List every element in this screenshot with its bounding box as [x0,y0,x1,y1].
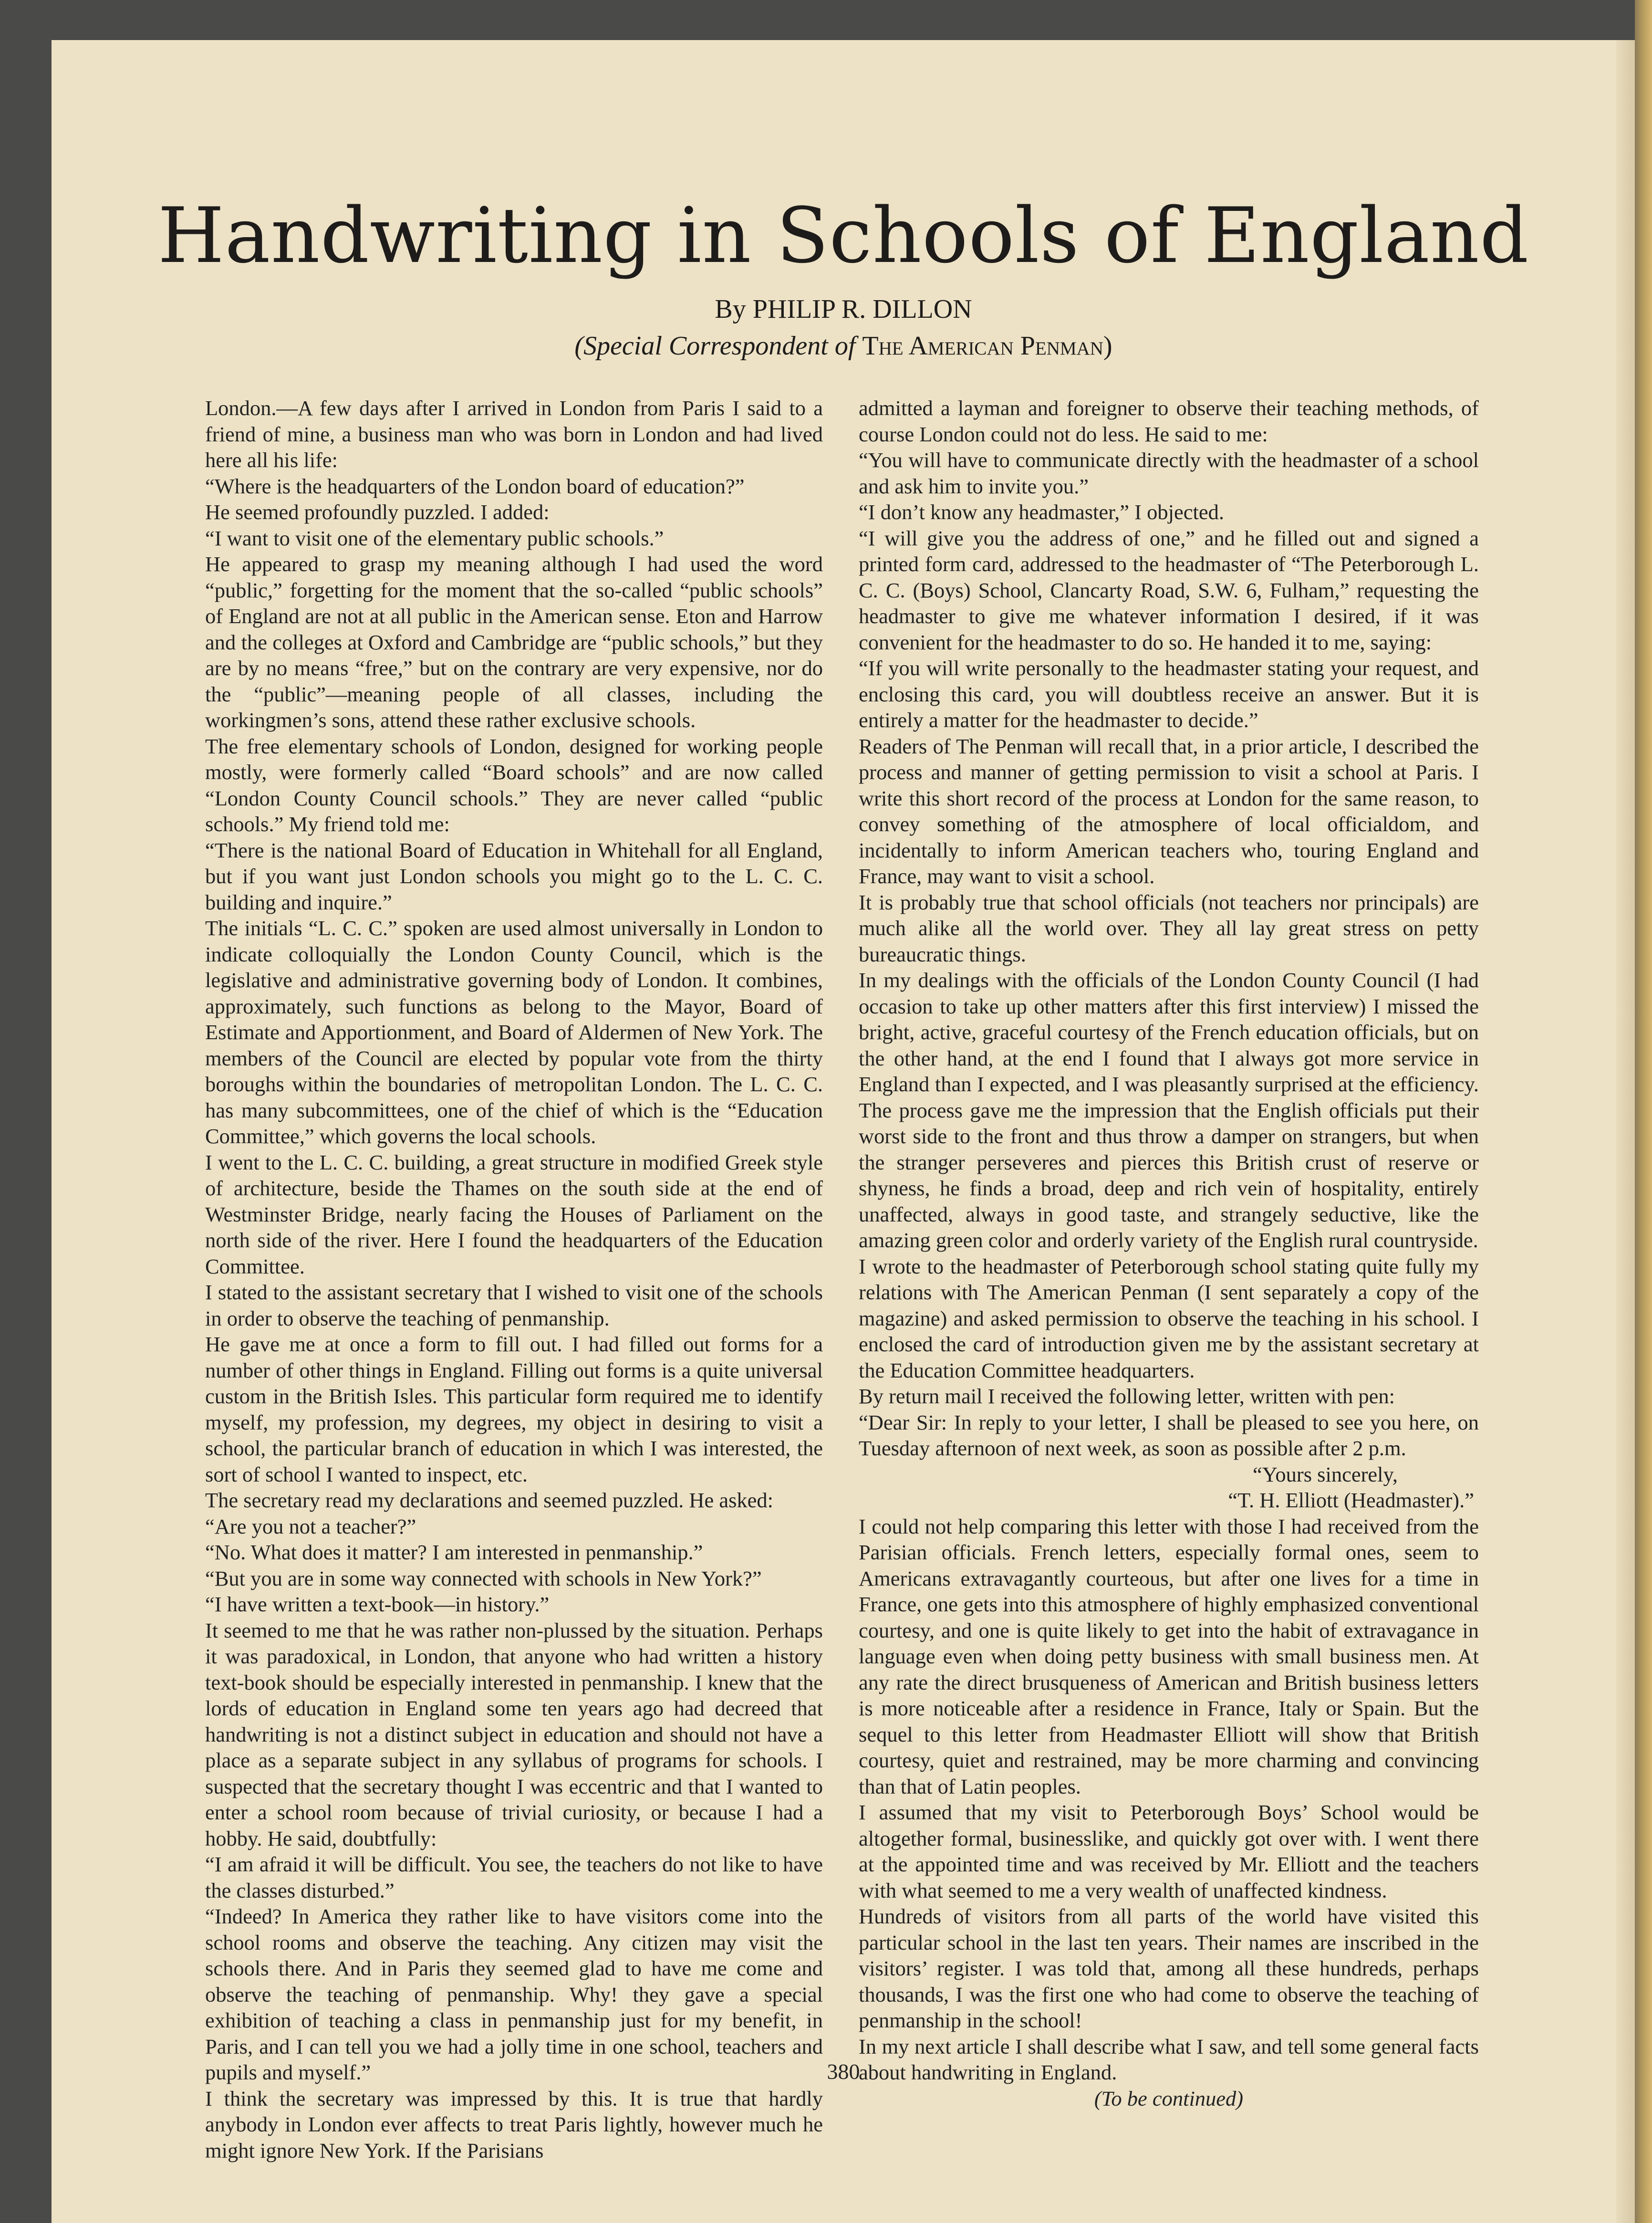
paragraph: He gave me at once a form to fill out. I had filled out forms for a number of other things in England. Filling out forms is a quite universal custom in the British Isles. This particular form required me to identify myself, my profession, my degrees, my object in desiring to visit a school, the particular branch of education in which I was interested, the sort of school I wanted to inspect, etc. [205,1332,823,1486]
paragraph: I could not help comparing this letter with those I had received from the Parisian officials. French letters, especially formal ones, seem to Americans extravagantly courteous, but after one lives for a time in France, one gets into this atmosphere of highly emphasized conventional courtesy, and one is quite likely to get into the habit of extravagance in language even when doing petty business with small business men. At any rate the direct brusqueness of American and British business letters is more noticeable after a residence in France, Italy or Spain. But the sequel to this letter from Headmaster Elliott will show that British courtesy, quiet and restrained, may be more charming and convincing than that of Latin peoples. [859,1514,1479,1798]
right-column [859,395,1479,2110]
paragraph: He appeared to grasp my meaning although I had used the word “public,” forgetting for the moment that the so-called “public schools” of England are not at all public in the American sense. Eton and Harrow and the colleges at Oxford and Cambridge are “public schools,” but they are by no means “free,” but on the contrary are very expensive, nor do the “public”—meaning people of all classes, including the workingmen’s sons, attend these rather exclusive schools. [205,552,823,732]
article-subline [52,331,1635,361]
paragraph: “I will give you the address of one,” and he filled out and signed a printed form card, addressed to the headmaster of “The Peterborough L. C. C. (Boys) School, Clancarty Road, S.W. 6, Fulham,” requesting the headmaster to give me whatever information I desired, if it was convenient for the headmaster to do so. He handed it to me, saying: [859,526,1479,654]
letter-signature: “T. H. Elliott (Headmaster).” [1228,1488,1474,1512]
paragraph: “Indeed? In America they rather like to have visitors come into the school rooms and observe the teaching. Any citizen may visit the schools there. And in Paris they seemed glad to have me come and observe the teaching of penmanship. Why! they gave a special exhibition of teaching a class in penmanship just for my benefit, in Paris, and I can tell you we had a jolly time in one school, teachers and pupils and myself.” [205,1904,823,2084]
paragraph: The secretary read my declarations and seemed puzzled. He asked: [205,1488,774,1512]
subline-prefix: (Special Correspondent of [574,331,856,361]
paragraph: The free elementary schools of London, designed for working people mostly, were formerly called “Board schools” and are now called “London County Council schools.” They are never called “public schools.” My friend told me: [205,734,823,836]
paragraph: London.—A few days after I arrived in London from Paris I said to a friend of mine, a business man who was born in London and had lived here all his life: [205,396,823,472]
letter-body: “Dear Sir: In reply to your letter, I shall be pleased to see you here, on Tuesday afternoon of next week, as soon as possible after 2 p.m. [859,1410,1479,1460]
paragraph: I wrote to the headmaster of Peterborough school stating quite fully my relations with The American Penman (I sent separately a copy of the magazine) and asked permission to observe the teaching in his school. I enclosed the card of introduction given me by the assistant secretary at the Education Committee headquarters. [859,1254,1479,1382]
paragraph: In my next article I shall describe what I saw, and tell some general facts about handwriting in England. [859,2034,1479,2084]
paragraph: “I don’t know any headmaster,” I objected. [859,500,1224,524]
paragraph: He seemed profoundly puzzled. I added: [205,500,550,524]
page-number: 380 [827,2059,860,2084]
paragraph: I assumed that my visit to Peterborough Boys’ School would be altogether formal, businesslike, and quickly got over with. I went there at the appointed time and was received by Mr. Elliott and the teachers with what seemed to me a very wealth of unaffected kindness. [859,1800,1479,1902]
paragraph: “Where is the headquarters of the London board of education?” [205,474,745,498]
paragraph: “Are you not a teacher?” [205,1514,416,1538]
paragraph: It is probably true that school officials (not teachers nor principals) are much alike all the world over. They all lay great stress on petty bureaucratic things. [859,890,1479,966]
paragraph: It seemed to me that he was rather non-plussed by the situation. Perhaps it was paradoxical, in London, that anyone who had written a history text-book should be especially interested in penmanship. I knew that the lords of education in England some ten years ago had decreed that handwriting is not a distinct subject in education and should not have a place as a separate subject in any syllabus of programs for schools. I suspected that the secretary thought I was eccentric and that I wanted to enter a school room because of trivial curiosity, or because I had a hobby. He said, doubtfully: [205,1618,823,1850]
paragraph: “But you are in some way connected with schools in New York?” [205,1566,762,1590]
paragraph: By return mail I received the following letter, written with pen: [859,1384,1395,1408]
subline-publication: The American Penman [862,331,1103,361]
paragraph: “You will have to communicate directly with the headmaster of a school and ask him to invite you.” [859,448,1479,498]
paragraph: I stated to the assistant secretary that I wished to visit one of the schools in order to observe the teaching of penmanship. [205,1280,823,1330]
paragraph: I went to the L. C. C. building, a great structure in modified Greek style of architecture, beside the Thames on the south side at the end of Westminster Bridge, nearly facing the Houses of Parliament on the north side of the river. Here I found the headquarters of the Education Committee. [205,1150,823,1278]
paragraph: I think the secretary was impressed by this. It is true that hardly anybody in London ever affects to treat Paris lightly, however much he might ignore New York. If the Parisians [205,2086,823,2162]
paragraph: In my dealings with the officials of the London County Council (I had occasion to take up other matters after this first interview) I missed the bright, active, graceful courtesy of the French education officials, but on the other hand, at the end I found that I always got more service in England than I expected, and I was pleasantly surprised at the efficiency. The process gave me the impression that the English officials put their worst side to the front and thus throw a damper on strangers, but when the stranger perseveres and pierces this British crust of reserve or shyness, he finds a broad, deep and rich vein of hospitality, entirely unaffected, always in good taste, and strangely seductive, like the amazing green color and orderly variety of the English rural countryside. [859,968,1479,1252]
paragraph: Hundreds of visitors from all parts of the world have visited this particular school in the last ten years. Their names are inscribed in the visitors’ register. I was told that, among all these hundreds, perhaps thousands, I was the first one who had come to observe the teaching of penmanship in the school! [859,1904,1479,2032]
article-title: Handwriting in Schools of England [157,191,1529,280]
paragraph: “I am afraid it will be difficult. You see, the teachers do not like to have the classes disturbed.” [205,1852,823,1902]
paragraph: The initials “L. C. C.” spoken are used almost universally in London to indicate colloquially the London County Council, which is the legislative and administrative governing body of London. It combines, approximately, such functions as belong to the Mayor, Board of Estimate and Apportionment, and Board of Aldermen of New York. The members of the Council are elected by popular vote from the thirty boroughs within the boundaries of metropolitan London. The L. C. C. has many subcommittees, one of the chief of which is the “Education Committee,” which governs the local schools. [205,916,823,1148]
paragraph: “No. What does it matter? I am interested in penmanship.” [205,1540,703,1564]
paragraph: “If you will write personally to the headmaster stating your request, and enclosing this card, you will doubtless receive an answer. But it is entirely a matter for the headmaster to decide.” [859,656,1479,732]
continued-note: (To be continued) [1094,2086,1244,2110]
paragraph: “I have written a text-book—in history.” [205,1592,550,1616]
paragraph: admitted a layman and foreigner to observe their teaching methods, of course London could not do less. He said to me: [859,396,1479,446]
letter-closing: “Yours sincerely, [1252,1462,1398,1486]
article-byline: By PHILIP R. DILLON [715,294,972,324]
subline-suffix: ) [1103,331,1112,361]
paragraph: “I want to visit one of the elementary public schools.” [205,526,664,550]
paragraph: “There is the national Board of Education in Whitehall for all England, but if you want just London schools you might go to the L. C. C. building and inquire.” [205,838,823,914]
paragraph: Readers of The Penman will recall that, in a prior article, I described the process and manner of getting permission to visit a school at Paris. I write this short record of the process at London for the same reason, to convey something of the atmosphere of local officialdom, and incidentally to inform American teachers who, touring England and France, may want to visit a school. [859,734,1479,888]
left-column [205,395,823,2162]
book-spine-edge [1635,0,1652,2223]
